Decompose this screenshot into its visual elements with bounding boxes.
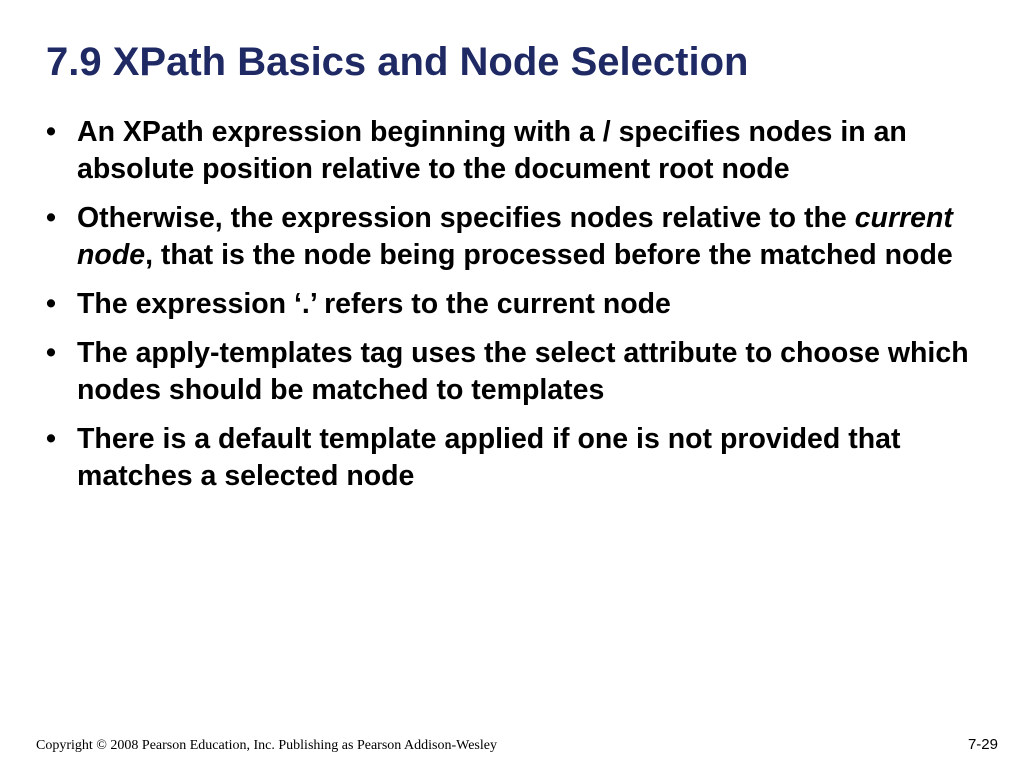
bullet-text-segment: Otherwise, the expression specifies nodes relative to the xyxy=(77,202,855,234)
bullet-text-italic: current node xyxy=(77,202,953,271)
bullet-item xyxy=(46,335,1006,409)
bullet-text: There is a default template applied if one is not provided that matches a selected node xyxy=(77,423,901,492)
footer-copyright: Copyright © 2008 Pearson Education, Inc. Publishing as Pearson Addison-Wesley xyxy=(36,738,497,753)
bullet-marker: • xyxy=(46,423,56,455)
bullet-text: The apply-templates tag uses the select attribute to choose which nodes should be matched to templates xyxy=(77,337,969,406)
bullet-item xyxy=(46,114,1006,188)
bullet-item xyxy=(46,200,1006,274)
bullet-marker: • xyxy=(46,288,56,320)
bullet-item xyxy=(46,421,1006,495)
bullet-list xyxy=(46,114,1006,507)
slide-title: 7.9 XPath Basics and Node Selection xyxy=(46,40,749,84)
bullet-text xyxy=(77,202,953,271)
bullet-marker: • xyxy=(46,202,56,234)
bullet-text-segment: , that is the node being processed before the matched node xyxy=(145,239,953,271)
bullet-item xyxy=(46,286,1006,323)
bullet-marker: • xyxy=(46,116,56,148)
page-number: 7-29 xyxy=(967,736,998,753)
bullet-text: An XPath expression beginning with a / specifies nodes in an absolute position relative to the document root node xyxy=(77,116,907,185)
bullet-text: The expression ‘.’ refers to the current node xyxy=(77,288,671,320)
bullet-marker: • xyxy=(46,337,56,369)
